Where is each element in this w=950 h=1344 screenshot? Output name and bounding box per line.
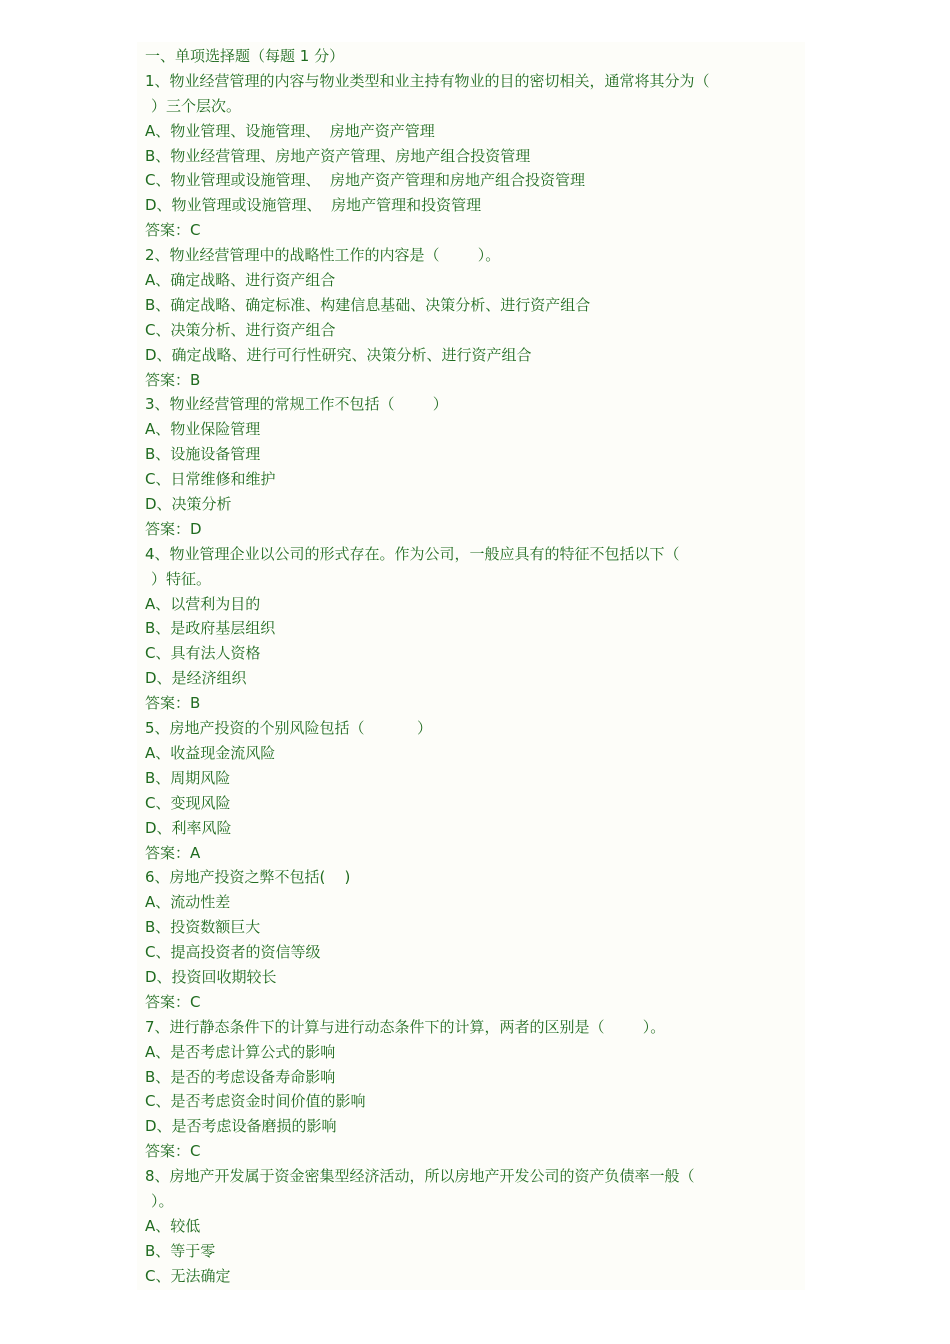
question-6-answer: 答案：C	[145, 992, 201, 1011]
question-1-option-d: D、物业管理或设施管理、 房地产管理和投资管理	[145, 196, 482, 215]
question-1-stem-continued: ）三个层次。	[151, 96, 242, 115]
question-3-option-a: A、物业保险管理	[145, 420, 261, 439]
question-6-option-b: B、投资数额巨大	[145, 918, 261, 937]
question-1-option-b: B、物业经营管理、房地产资产管理、房地产组合投资管理	[145, 146, 531, 165]
question-7-option-b: B、是否的考虑设备寿命影响	[145, 1067, 336, 1086]
section-title: 一、单项选择题（每题 1 分）	[145, 47, 345, 65]
question-6-option-d: D、投资回收期较长	[145, 967, 277, 986]
question-1-option-c: C、物业管理或设施管理、 房地产资产管理和房地产组合投资管理	[145, 171, 586, 190]
question-2-option-c: C、决策分析、进行资产组合	[145, 320, 336, 339]
question-4-stem: 4、物业管理企业以公司的形式存在。作为公司，一般应具有的特征不包括以下（	[145, 544, 680, 563]
question-1-stem: 1、物业经营管理的内容与物业类型和业主持有物业的目的密切相关，通常将其分为（	[145, 71, 710, 90]
question-7-stem: 7、进行静态条件下的计算与进行动态条件下的计算，两者的区别是（ ）。	[145, 1017, 666, 1036]
question-5-answer: 答案：A	[145, 843, 201, 862]
question-5-option-a: A、收益现金流风险	[145, 743, 276, 762]
question-4-option-c: C、具有法人资格	[145, 644, 261, 663]
question-7-option-d: D、是否考虑设备磨损的影响	[145, 1117, 337, 1136]
question-4-stem-continued: ）特征。	[151, 569, 212, 588]
question-6-option-a: A、流动性差	[145, 893, 231, 912]
question-2-option-d: D、确定战略、进行可行性研究、决策分析、进行资产组合	[145, 345, 532, 364]
question-2-answer: 答案：B	[145, 370, 201, 389]
document-body	[145, 44, 785, 1289]
question-4-option-b: B、是政府基层组织	[145, 619, 276, 638]
question-4-option-a: A、以营利为目的	[145, 594, 261, 613]
question-8-stem-continued: ）。	[151, 1191, 174, 1210]
question-8-option-a: A、较低	[145, 1216, 201, 1235]
question-3-stem: 3、物业经营管理的常规工作不包括（ ）	[145, 395, 448, 414]
question-5-option-d: D、利率风险	[145, 818, 232, 837]
question-4-option-d: D、是经济组织	[145, 669, 247, 688]
question-2-option-a: A、确定战略、进行资产组合	[145, 271, 336, 290]
question-8-option-c: C、无法确定	[145, 1266, 231, 1285]
question-1-answer: 答案：C	[145, 221, 201, 240]
question-5-stem: 5、房地产投资的个别风险包括（ ）	[145, 719, 432, 738]
question-5-option-c: C、变现风险	[145, 793, 231, 812]
question-8-stem: 8、房地产开发属于资金密集型经济活动，所以房地产开发公司的资产负债率一般（	[145, 1167, 695, 1186]
question-3-option-d: D、决策分析	[145, 495, 232, 514]
question-8-option-b: B、等于零	[145, 1241, 216, 1260]
question-4-answer: 答案：B	[145, 694, 201, 713]
question-5-option-b: B、周期风险	[145, 768, 231, 787]
question-1-option-a: A、物业管理、设施管理、 房地产资产管理	[145, 121, 435, 140]
question-7-option-c: C、是否考虑资金时间价值的影响	[145, 1092, 366, 1111]
question-2-stem: 2、物业经营管理中的战略性工作的内容是（ ）。	[145, 246, 501, 265]
question-7-option-a: A、是否考虑计算公式的影响	[145, 1042, 336, 1061]
question-7-answer: 答案：C	[145, 1142, 201, 1161]
question-3-option-b: B、设施设备管理	[145, 445, 261, 464]
question-3-answer: 答案：D	[145, 519, 202, 538]
question-6-stem: 6、房地产投资之弊不包括( )	[145, 868, 351, 887]
question-6-option-c: C、提高投资者的资信等级	[145, 943, 321, 962]
question-2-option-b: B、确定战略、确定标准、构建信息基础、决策分析、进行资产组合	[145, 295, 591, 314]
question-3-option-c: C、日常维修和维护	[145, 470, 276, 489]
